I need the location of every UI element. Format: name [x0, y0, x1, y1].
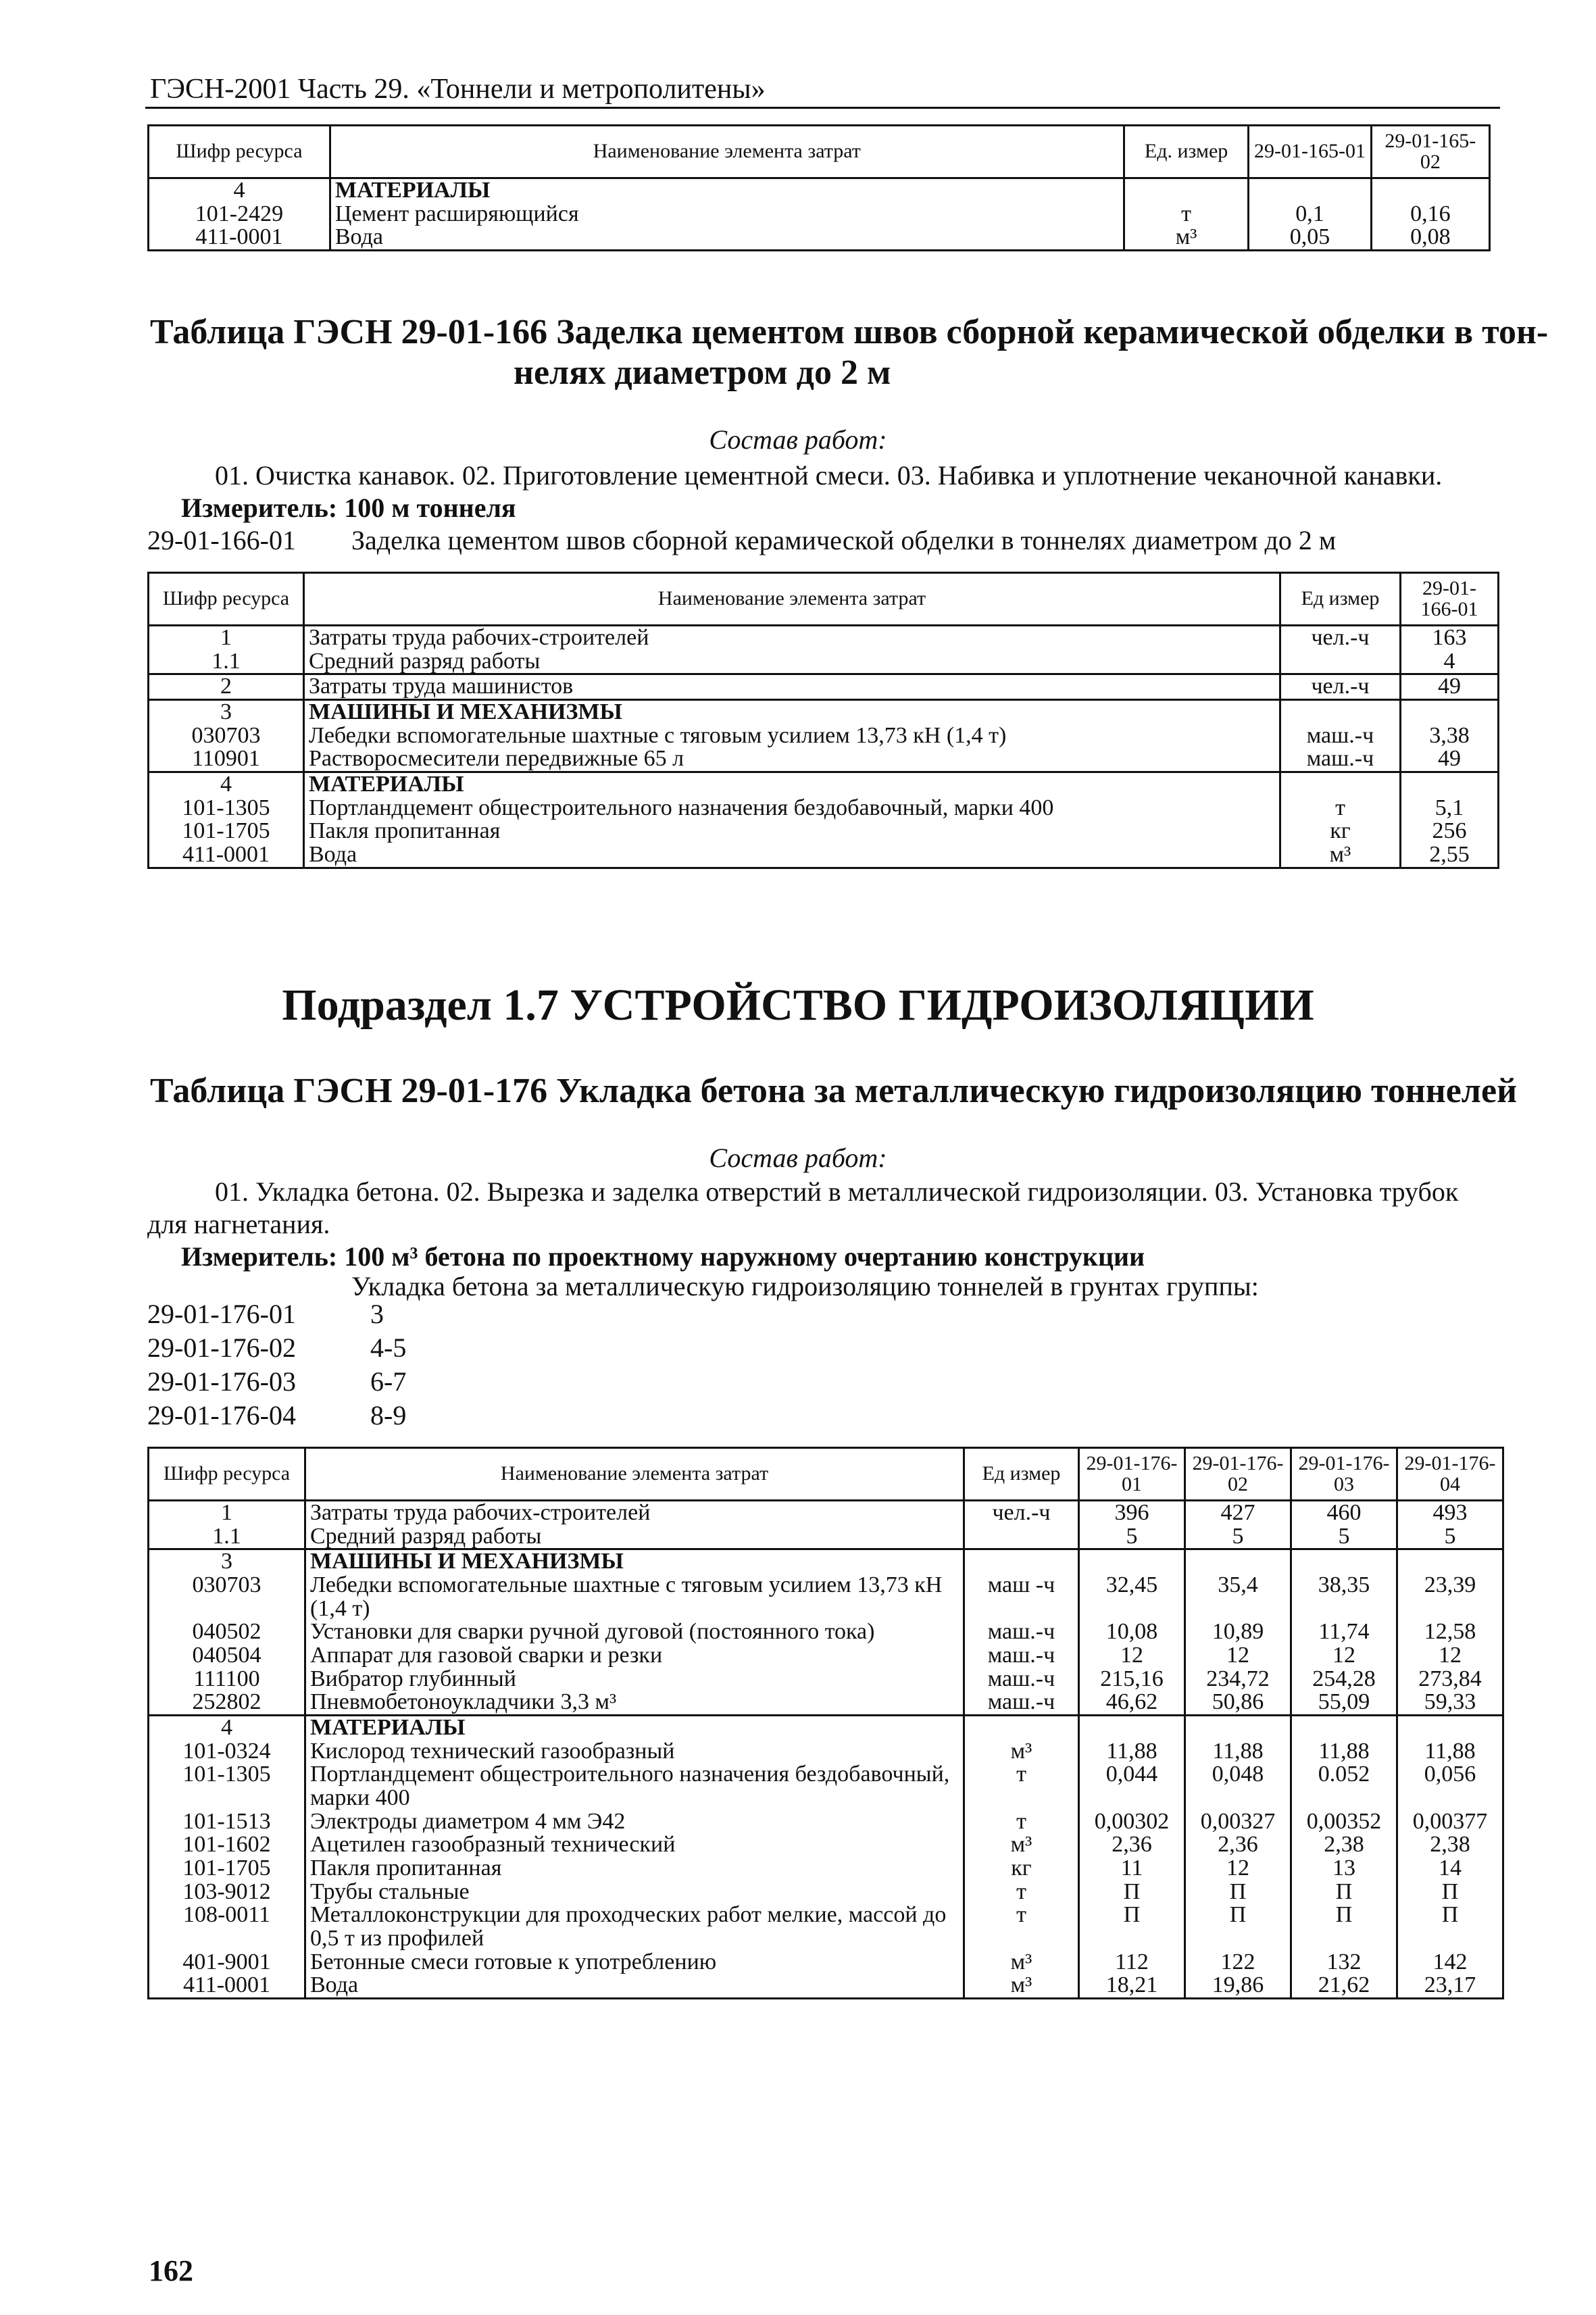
unit: кг: [1280, 820, 1401, 843]
table-row: [149, 1903, 1503, 1950]
desc-166: Заделка цементом швов сборной керамической обделки в тоннелях диаметром до 2 м: [351, 525, 1337, 555]
value: [1291, 1716, 1397, 1740]
value: [1291, 1549, 1397, 1574]
soil-group: 3: [370, 1299, 384, 1329]
value: 11: [1079, 1857, 1185, 1881]
resource-code: 103-9012: [149, 1881, 305, 1904]
col-166-01-header: 29-01-166-01: [1401, 573, 1499, 626]
table-row: [149, 1951, 1503, 1974]
col-code-header: Шифр ресурса: [149, 1448, 305, 1501]
table-row: [149, 1857, 1503, 1881]
cost-element-name: Лебедки вспомогательные шахтные с тяговым усилием 13,73 кН (1,4 т): [305, 1574, 964, 1620]
col-unit-header: Ед измер: [964, 1448, 1079, 1501]
value: 12: [1185, 1644, 1291, 1668]
table-row: [149, 1525, 1503, 1549]
cost-element-name: Вода: [330, 226, 1124, 250]
value: 0,1: [1249, 203, 1371, 226]
value: 59,33: [1397, 1691, 1503, 1715]
code-list-176: [147, 1297, 406, 1433]
cost-element-name: Средний разряд работы: [305, 1525, 964, 1549]
value: 49: [1401, 674, 1499, 700]
value: 2,55: [1401, 843, 1499, 868]
code-list-item: [147, 1399, 406, 1433]
resource-code: 101-1705: [149, 820, 304, 843]
resource-code: 4: [149, 772, 304, 797]
value: 254,28: [1291, 1668, 1397, 1691]
resource-code: 2: [149, 674, 304, 700]
unit: чел.-ч: [1280, 626, 1401, 650]
value: 14: [1397, 1857, 1503, 1881]
value: 396: [1079, 1501, 1185, 1525]
table-row: [149, 700, 1499, 724]
cost-element-name: Средний разряд работы: [304, 650, 1280, 674]
value: 0,05: [1249, 226, 1371, 250]
resource-code: 411-0001: [149, 1974, 305, 1998]
unit: маш.-ч: [964, 1691, 1079, 1715]
cost-element-name: Пакля пропитанная: [305, 1857, 964, 1881]
value: 12: [1079, 1644, 1185, 1668]
unit: [1280, 650, 1401, 674]
cost-element-name: МАШИНЫ И МЕХАНИЗМЫ: [305, 1549, 964, 1574]
value: [1079, 1549, 1185, 1574]
unit: т: [1280, 797, 1401, 820]
resource-code: 411-0001: [149, 226, 330, 250]
value: 2,36: [1079, 1833, 1185, 1857]
value: 11,88: [1079, 1740, 1185, 1764]
unit: маш -ч: [964, 1574, 1079, 1620]
value: [1185, 1716, 1291, 1740]
value: П: [1397, 1903, 1503, 1950]
value: П: [1185, 1881, 1291, 1904]
cost-element-name: Ацетилен газообразный технический: [305, 1833, 964, 1857]
value: 11,74: [1291, 1620, 1397, 1644]
cost-element-name: Установки для сварки ручной дуговой (постоянного тока): [305, 1620, 964, 1644]
cost-element-name: Растворосмесители передвижные 65 л: [304, 747, 1280, 772]
value: 5: [1079, 1525, 1185, 1549]
col-code-header: Шифр ресурса: [149, 126, 330, 178]
col-code-header: Шифр ресурса: [149, 573, 304, 626]
cost-element-name: Трубы стальные: [305, 1881, 964, 1904]
table-row: [149, 1574, 1503, 1620]
cost-element-name: Пневмобетоноукладчики 3,3 м³: [305, 1691, 964, 1715]
table-176: [147, 1447, 1504, 1999]
col-176-04-header: 29-01-176-04: [1397, 1448, 1503, 1501]
code-list-item: [147, 1297, 406, 1331]
resource-code: 252802: [149, 1691, 305, 1715]
value: [1249, 178, 1371, 203]
value: 0,00302: [1079, 1810, 1185, 1834]
norm-code: 29-01-176-02: [147, 1333, 296, 1363]
unit: м³: [964, 1974, 1079, 1998]
resource-code: 4: [149, 178, 330, 203]
value: 11,88: [1397, 1740, 1503, 1764]
meter-176: Измеритель: 100 м³ бетона по проектному наружному очертанию конструкции: [181, 1241, 1145, 1272]
norm-code: 29-01-176-03: [147, 1366, 296, 1397]
table-165: [147, 124, 1491, 251]
resource-code: 101-0324: [149, 1740, 305, 1764]
cost-element-name: МАТЕРИАЛЫ: [330, 178, 1124, 203]
col-name-header: Наименование элемента затрат: [305, 1448, 964, 1501]
resource-code: 1: [149, 1501, 305, 1525]
value: 427: [1185, 1501, 1291, 1525]
cost-element-name: Вода: [305, 1974, 964, 1998]
unit: м³: [964, 1740, 1079, 1764]
value: 0,056: [1397, 1763, 1503, 1810]
table-row: [149, 626, 1499, 650]
soil-group: 6-7: [370, 1366, 407, 1397]
cost-element-name: МАШИНЫ И МЕХАНИЗМЫ: [304, 700, 1280, 724]
value: 11,88: [1185, 1740, 1291, 1764]
table-166-title: Таблица ГЭСН 29-01-166 Заделка цементом швов сборной керамической обделки в тон-: [150, 313, 1549, 351]
table-row: [149, 674, 1499, 700]
value: 10,08: [1079, 1620, 1185, 1644]
value: 4: [1401, 650, 1499, 674]
value: [1397, 1716, 1503, 1740]
value: 49: [1401, 747, 1499, 772]
value: П: [1291, 1881, 1397, 1904]
value: 0,048: [1185, 1763, 1291, 1810]
cost-element-name: МАТЕРИАЛЫ: [305, 1716, 964, 1740]
unit: т: [964, 1810, 1079, 1834]
code-list-item: [147, 1365, 406, 1399]
col-176-03-header: 29-01-176-03: [1291, 1448, 1397, 1501]
value: 13: [1291, 1857, 1397, 1881]
value: 3,38: [1401, 724, 1499, 748]
col-176-01-header: 29-01-176-01: [1079, 1448, 1185, 1501]
resource-code: 101-1513: [149, 1810, 305, 1834]
value: 0,08: [1371, 226, 1489, 250]
unit: [964, 1716, 1079, 1740]
col-unit-header: Ед измер: [1280, 573, 1401, 626]
code-166: 29-01-166-01: [147, 525, 296, 555]
cost-element-name: Затраты труда рабочих-строителей: [305, 1501, 964, 1525]
resource-code: 1: [149, 626, 304, 650]
unit: [1280, 772, 1401, 797]
table-row: [149, 226, 1490, 250]
value: 0,00352: [1291, 1810, 1397, 1834]
value: 460: [1291, 1501, 1397, 1525]
resource-code: 030703: [149, 724, 304, 748]
value: 21,62: [1291, 1974, 1397, 1998]
table-176-title: Таблица ГЭСН 29-01-176 Укладка бетона за металлическую гидроизоляцию тоннелей: [150, 1072, 1518, 1110]
table-row: [149, 178, 1490, 203]
unit: [964, 1525, 1079, 1549]
value: 12: [1397, 1644, 1503, 1668]
value: [1185, 1549, 1291, 1574]
works-166: 01. Очистка канавок. 02. Приготовление цементной смеси. 03. Набивка и уплотнение чеканочной канавки.: [215, 460, 1443, 491]
value: 19,86: [1185, 1974, 1291, 1998]
unit: маш.-ч: [964, 1644, 1079, 1668]
value: 215,16: [1079, 1668, 1185, 1691]
resource-code: 101-1602: [149, 1833, 305, 1857]
works-176: 01. Укладка бетона. 02. Вырезка и заделка отверстий в металлической гидроизоляции. 03. Установка трубок: [215, 1176, 1459, 1207]
table-row: [149, 1668, 1503, 1691]
page-header: ГЭСН-2001 Часть 29. «Тоннели и метрополитены»: [150, 74, 766, 105]
unit: чел.-ч: [1280, 674, 1401, 700]
value: 112: [1079, 1951, 1185, 1974]
cost-element-name: МАТЕРИАЛЫ: [304, 772, 1280, 797]
table-row: [149, 203, 1490, 226]
resource-code: 101-2429: [149, 203, 330, 226]
value: 11,88: [1291, 1740, 1397, 1764]
page-number: 162: [149, 2254, 193, 2287]
table-row: [149, 1644, 1503, 1668]
value: [1371, 178, 1489, 203]
cost-element-name: Портландцемент общестроительного назначения бездобавочный, марки 400: [304, 797, 1280, 820]
table-row: [149, 797, 1499, 820]
table-row: [149, 1810, 1503, 1834]
norm-code: 29-01-176-01: [147, 1299, 296, 1329]
table-row: [149, 1763, 1503, 1810]
col-176-02-header: 29-01-176-02: [1185, 1448, 1291, 1501]
table-166: [147, 572, 1499, 869]
unit: т: [964, 1903, 1079, 1950]
value: 32,45: [1079, 1574, 1185, 1620]
table-row: [149, 1740, 1503, 1764]
table-row: [149, 1549, 1503, 1574]
value: 5: [1291, 1525, 1397, 1549]
resource-code: 110901: [149, 747, 304, 772]
value: 12: [1185, 1857, 1291, 1881]
resource-code: 401-9001: [149, 1951, 305, 1974]
value: 23,17: [1397, 1974, 1503, 1998]
resource-code: 111100: [149, 1668, 305, 1691]
subsection-title: Подраздел 1.7 УСТРОЙСТВО ГИДРОИЗОЛЯЦИИ: [282, 980, 1314, 1030]
resource-code: 101-1305: [149, 1763, 305, 1810]
cost-element-name: Металлоконструкции для проходческих работ мелкие, массой до 0,5 т из профилей: [305, 1903, 964, 1950]
unit: м³: [1280, 843, 1401, 868]
cost-element-name: Электроды диаметром 4 мм Э42: [305, 1810, 964, 1834]
cost-element-name: Вода: [304, 843, 1280, 868]
unit: м³: [1124, 226, 1249, 250]
table-row: [149, 1833, 1503, 1857]
code-list-item: [147, 1331, 406, 1365]
cost-element-name: Вибратор глубинный: [305, 1668, 964, 1691]
table-row: [149, 772, 1499, 797]
table-row: [149, 843, 1499, 868]
unit: м³: [964, 1833, 1079, 1857]
col-name-header: Наименование элемента затрат: [330, 126, 1124, 178]
value: [1079, 1716, 1185, 1740]
cost-element-name: Лебедки вспомогательные шахтные с тяговым усилием 13,73 кН (1,4 т): [304, 724, 1280, 748]
works-heading-166: Состав работ:: [709, 424, 887, 455]
table-row: [149, 1691, 1503, 1715]
value: 234,72: [1185, 1668, 1291, 1691]
resource-code: 101-1705: [149, 1857, 305, 1881]
header-rule: [145, 107, 1500, 109]
unit: [1280, 700, 1401, 724]
value: [1401, 700, 1499, 724]
value: [1397, 1549, 1503, 1574]
unit: чел.-ч: [964, 1501, 1079, 1525]
table-row: [149, 1716, 1503, 1740]
resource-code: 030703: [149, 1574, 305, 1620]
unit: маш.-ч: [1280, 747, 1401, 772]
works-176-cont: для нагнетания.: [147, 1209, 330, 1239]
cost-element-name: Цемент расширяющийся: [330, 203, 1124, 226]
unit: кг: [964, 1857, 1079, 1881]
resource-code: 4: [149, 1716, 305, 1740]
value: 5: [1185, 1525, 1291, 1549]
value: 122: [1185, 1951, 1291, 1974]
value: 10,89: [1185, 1620, 1291, 1644]
table-row: [149, 650, 1499, 674]
value: 5,1: [1401, 797, 1499, 820]
table-row: [149, 1620, 1503, 1644]
value: 5: [1397, 1525, 1503, 1549]
resource-code: 3: [149, 700, 304, 724]
value: П: [1079, 1881, 1185, 1904]
value: 55,09: [1291, 1691, 1397, 1715]
unit: т: [964, 1763, 1079, 1810]
value: 2,36: [1185, 1833, 1291, 1857]
value: 273,84: [1397, 1668, 1503, 1691]
value: 163: [1401, 626, 1499, 650]
value: 0,16: [1371, 203, 1489, 226]
value: 2,38: [1397, 1833, 1503, 1857]
unit: т: [964, 1881, 1079, 1904]
resource-code: 3: [149, 1549, 305, 1574]
works-heading-176: Состав работ:: [709, 1143, 887, 1173]
cost-element-name: Кислород технический газообразный: [305, 1740, 964, 1764]
resource-code: 1.1: [149, 1525, 305, 1549]
unit: маш.-ч: [1280, 724, 1401, 748]
meter-166: Измеритель: 100 м тоннеля: [181, 493, 516, 523]
value: 0.052: [1291, 1763, 1397, 1810]
value: П: [1079, 1903, 1185, 1950]
value: 12,58: [1397, 1620, 1503, 1644]
resource-code: 1.1: [149, 650, 304, 674]
value: 142: [1397, 1951, 1503, 1974]
unit: м³: [964, 1951, 1079, 1974]
col-unit-header: Ед. измер: [1124, 126, 1249, 178]
value: 50,86: [1185, 1691, 1291, 1715]
table-row: [149, 1881, 1503, 1904]
value: 46,62: [1079, 1691, 1185, 1715]
value: 2,38: [1291, 1833, 1397, 1857]
value: 0,00377: [1397, 1810, 1503, 1834]
resource-code: 101-1305: [149, 797, 304, 820]
table-row: [149, 1974, 1503, 1998]
cost-element-name: Бетонные смеси готовые к употреблению: [305, 1951, 964, 1974]
soil-group: 4-5: [370, 1333, 407, 1363]
value: 23,39: [1397, 1574, 1503, 1620]
cost-element-name: Портландцемент общестроительного назначения бездобавочный, марки 400: [305, 1763, 964, 1810]
soil-group: 8-9: [370, 1400, 407, 1430]
table-row: [149, 724, 1499, 748]
value: 35,4: [1185, 1574, 1291, 1620]
cost-element-name: Затраты труда рабочих-строителей: [304, 626, 1280, 650]
value: 0,00327: [1185, 1810, 1291, 1834]
value: П: [1291, 1903, 1397, 1950]
norm-code: 29-01-176-04: [147, 1400, 296, 1430]
resource-code: 040502: [149, 1620, 305, 1644]
table-row: [149, 820, 1499, 843]
resource-code: 411-0001: [149, 843, 304, 868]
value: 12: [1291, 1644, 1397, 1668]
resource-code: 040504: [149, 1644, 305, 1668]
cost-element-name: Затраты труда машинистов: [304, 674, 1280, 700]
value: П: [1185, 1903, 1291, 1950]
value: 256: [1401, 820, 1499, 843]
unit: [964, 1549, 1079, 1574]
value: 132: [1291, 1951, 1397, 1974]
value: 493: [1397, 1501, 1503, 1525]
unit: [1124, 178, 1249, 203]
unit: маш.-ч: [964, 1620, 1079, 1644]
resource-code: 108-0011: [149, 1903, 305, 1950]
value: 38,35: [1291, 1574, 1397, 1620]
desc-176: Укладка бетона за металлическую гидроизоляцию тоннелей в грунтах группы:: [351, 1271, 1259, 1301]
value: П: [1397, 1881, 1503, 1904]
unit: маш.-ч: [964, 1668, 1079, 1691]
col-165-02-header: 29-01-165-02: [1371, 126, 1489, 178]
col-165-01-header: 29-01-165-01: [1249, 126, 1371, 178]
table-row: [149, 747, 1499, 772]
value: 18,21: [1079, 1974, 1185, 1998]
cost-element-name: Аппарат для газовой сварки и резки: [305, 1644, 964, 1668]
unit: т: [1124, 203, 1249, 226]
table-row: [149, 1501, 1503, 1525]
cost-element-name: Пакля пропитанная: [304, 820, 1280, 843]
value: [1401, 772, 1499, 797]
value: 0,044: [1079, 1763, 1185, 1810]
col-name-header: Наименование элемента затрат: [304, 573, 1280, 626]
table-166-title-cont: нелях диаметром до 2 м: [514, 353, 891, 392]
